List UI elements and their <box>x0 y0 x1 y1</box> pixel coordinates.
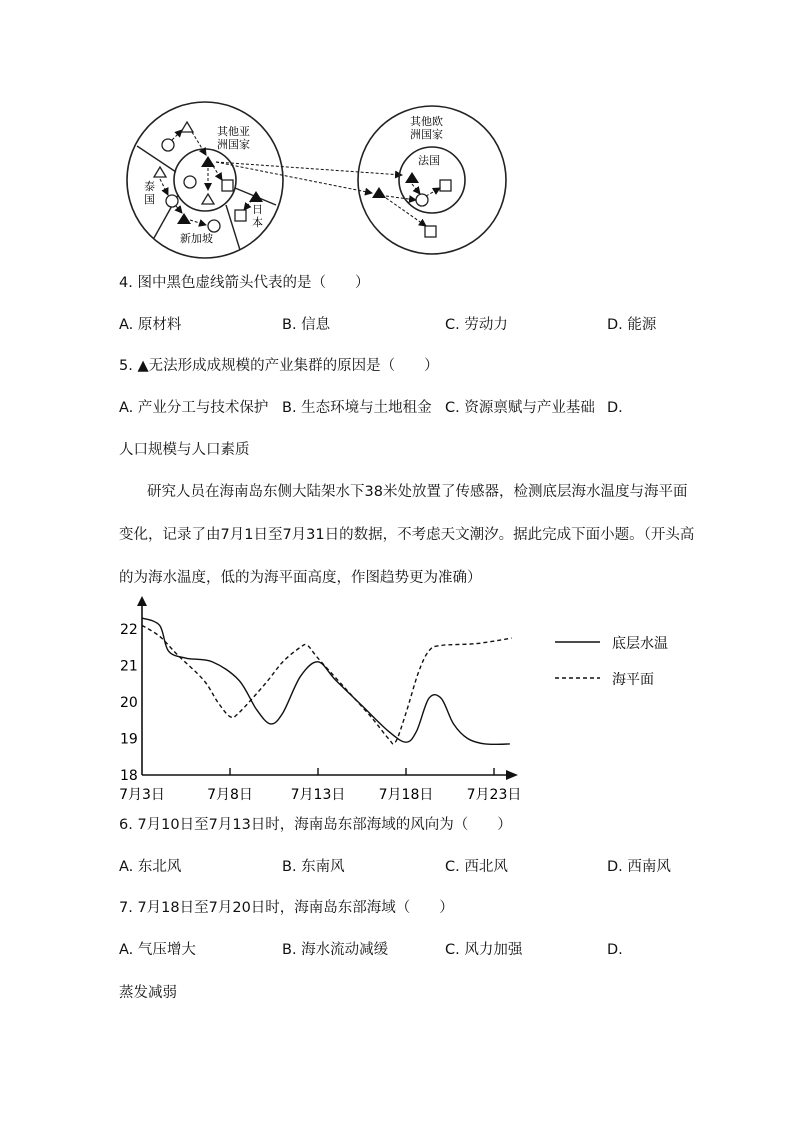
square-symbol <box>440 180 451 191</box>
y-axis-arrow <box>137 596 147 606</box>
q7-option-a[interactable]: A. 气压增大 <box>119 942 196 958</box>
triangle-open-symbol <box>202 194 214 204</box>
circle-symbol <box>166 195 178 207</box>
intro-line-2: 变化，记录了由7月1日至7月31日的数据，不考虑天文潮汐。据此完成下面小题。（开头高 <box>119 527 695 543</box>
q6-option-c[interactable]: C. 西北风 <box>445 859 508 875</box>
q7-stem: 7. 7月18日至7月20日时，海南岛东部海域（ ） <box>119 900 454 916</box>
q4-option-a[interactable]: A. 原材料 <box>119 317 182 333</box>
q5-option-b[interactable]: B. 生态环境与土地租金 <box>282 400 432 416</box>
triangle-open-symbol <box>154 167 166 177</box>
x-tick-label: 7月18日 <box>378 787 434 803</box>
x-tick-label: 7月3日 <box>119 787 165 803</box>
triangle-filled-symbol <box>372 187 386 198</box>
x-tick-label: 7月8日 <box>207 787 253 803</box>
triangle-filled-symbol <box>201 156 215 167</box>
q6-option-a[interactable]: A. 东北风 <box>119 859 182 875</box>
legend-label-water-temp: 底层水温 <box>612 636 668 652</box>
square-symbol <box>235 210 246 221</box>
x-tick-label: 7月23日 <box>466 787 522 803</box>
square-symbol <box>425 226 436 237</box>
q7-option-d-text[interactable]: 蒸发减弱 <box>119 985 177 1001</box>
circle-symbol <box>162 139 174 151</box>
y-tick-label: 19 <box>120 731 138 748</box>
q6-option-b[interactable]: B. 东南风 <box>282 859 345 875</box>
circle-symbol <box>208 220 220 232</box>
x-tick-label: 7月13日 <box>290 787 346 803</box>
q4-option-d[interactable]: D. 能源 <box>607 317 657 333</box>
temperature-sealevel-chart <box>100 590 700 810</box>
series-line-water-temp <box>142 618 510 744</box>
q6-stem: 6. 7月10日至7月13日时，海南岛东部海域的风向为（ ） <box>119 817 512 833</box>
series-line-sea-level <box>142 625 512 744</box>
q7-option-c[interactable]: C. 风力加强 <box>445 942 523 958</box>
q5-option-a[interactable]: A. 产业分工与技术保护 <box>119 400 269 416</box>
q6-option-d[interactable]: D. 西南风 <box>607 859 671 875</box>
triangle-filled-symbol <box>177 213 191 224</box>
q5-stem: 5. ▲无法形成成规模的产业集群的原因是（ ） <box>119 358 439 374</box>
label-other-asia: 其他亚 洲国家 <box>217 125 250 151</box>
label-singapore: 新加坡 <box>180 232 213 245</box>
label-thailand: 泰 国 <box>144 180 155 206</box>
q5-option-c[interactable]: C. 资源禀赋与产业基础 <box>445 400 595 416</box>
label-france: 法国 <box>418 154 440 167</box>
triangle-open-symbol <box>181 122 193 132</box>
label-other-europe: 其他欧 洲国家 <box>410 115 443 141</box>
legend-label-sea-level: 海平面 <box>612 672 654 688</box>
intro-line-1: 研究人员在海南岛东侧大陆架水下38米处放置了传感器，检测底层海水温度与海平面 <box>147 484 688 500</box>
square-symbol <box>222 180 233 191</box>
circle-symbol <box>184 176 196 188</box>
q4-option-b[interactable]: B. 信息 <box>282 317 331 333</box>
q4-option-c[interactable]: C. 劳动力 <box>445 317 508 333</box>
intro-line-3: 的为海水温度，低的为海平面高度，作图趋势更为准确） <box>119 570 482 586</box>
q7-option-d[interactable]: D. <box>607 942 623 958</box>
section-title: 人口规模与人口素质 <box>119 442 250 458</box>
y-tick-label: 22 <box>120 622 138 638</box>
y-tick-label: 21 <box>120 658 138 675</box>
label-japan: 日 本 <box>252 203 263 229</box>
industry-flow-diagram <box>120 100 520 260</box>
y-tick-label: 18 <box>120 768 138 784</box>
triangle-filled-symbol <box>405 172 419 183</box>
q4-stem: 4. 图中黑色虚线箭头代表的是（ ） <box>119 275 370 291</box>
x-axis-arrow <box>506 770 518 780</box>
q5-option-d[interactable]: D. <box>607 400 623 416</box>
y-tick-label: 20 <box>120 695 138 711</box>
q7-option-b[interactable]: B. 海水流动减缓 <box>282 942 389 958</box>
